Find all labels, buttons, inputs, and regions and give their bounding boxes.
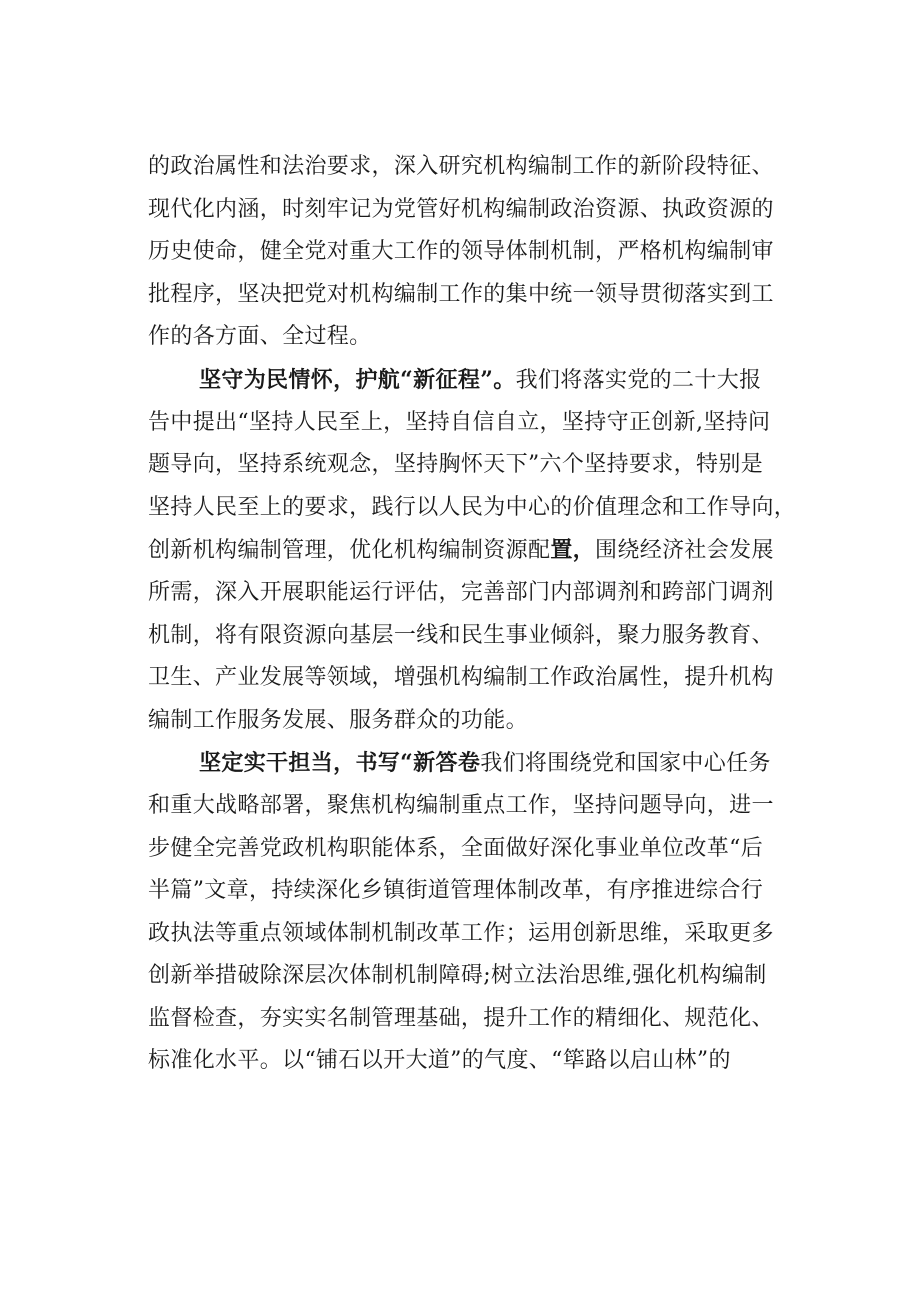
text-line: 编制工作服务发展、服务群众的功能。 — [148, 707, 528, 733]
text-run: 围绕经济社会发展 — [595, 538, 774, 564]
text-line: 监督检查，夯实实名制管理基础，提升工作的精细化、规范化、 — [148, 1005, 774, 1031]
text-line: 告中提出“坚持人民至上，坚持自信自立，坚持守正创新,坚持问 — [148, 409, 771, 435]
document-body — [148, 146, 816, 1083]
text-line: 标准化水平。以“铺石以开大道”的气度、“筚路以启山林”的 — [148, 1048, 731, 1074]
text-line — [148, 529, 816, 572]
text-line: 批程序，坚决把党对机构编制工作的集中统一领导贯彻落实到工 — [148, 281, 774, 307]
paragraph-2 — [148, 359, 816, 742]
text-line: 和重大战略部署，聚焦机构编制重点工作，坚持问题导向，进一 — [148, 792, 774, 818]
text-line: 坚持人民至上的要求，践行以人民为中心的价值理念和工作导向， — [148, 494, 797, 520]
text-run: 我们将围绕党和国家中心任务 — [480, 751, 771, 777]
text-run: 我们将落实党的二十大报 — [515, 367, 762, 393]
text-line: 现代化内涵，时刻牢记为党管好机构编制政治资源、执政资源的 — [148, 196, 774, 222]
text-line: 作的各方面、全过程。 — [148, 324, 372, 350]
paragraph-heading: 坚守为民情怀，护航“新征程”。 — [199, 366, 516, 393]
text-line: 政执法等重点领域体制机制改革工作；运用创新思维，采取更多 — [148, 920, 774, 946]
text-line: 半篇”文章，持续深化乡镇街道管理体制改革，有序推进综合行 — [148, 878, 764, 904]
text-line: 所需，深入开展职能运行评估，完善部门内部调剂和跨部门调剂 — [148, 579, 774, 605]
text-line: 历史使命，健全党对重大工作的领导体制机制，严格机构编制审 — [148, 239, 774, 265]
text-line: 题导向，坚持系统观念，坚持胸怀天下”六个坚持要求，特别是 — [148, 452, 764, 478]
text-run-bold: 置， — [550, 537, 596, 564]
paragraph-heading: 坚定实干担当，书写“新答卷 — [199, 750, 481, 777]
text-line: 创新举措破除深层次体制机制障碍;树立法治思维,强化机构编制 — [148, 963, 767, 989]
text-line: 的政治属性和法治要求，深入研究机构编制工作的新阶段特征、 — [148, 154, 774, 179]
text-line: 卫生、产业发展等领域，增强机构编制工作政治属性，提升机构 — [148, 665, 774, 691]
paragraph-1 — [148, 146, 816, 359]
text-line: 步健全完善党政机构职能体系，全面做好深化事业单位改革“后 — [148, 835, 764, 861]
text-line: 机制，将有限资源向基层一线和民生事业倾斜，聚力服务教育、 — [148, 622, 774, 648]
text-line — [148, 359, 816, 402]
text-line — [148, 742, 816, 785]
text-run: 创新机构编制管理，优化机构编制资源配 — [148, 538, 551, 564]
paragraph-3 — [148, 742, 816, 1083]
